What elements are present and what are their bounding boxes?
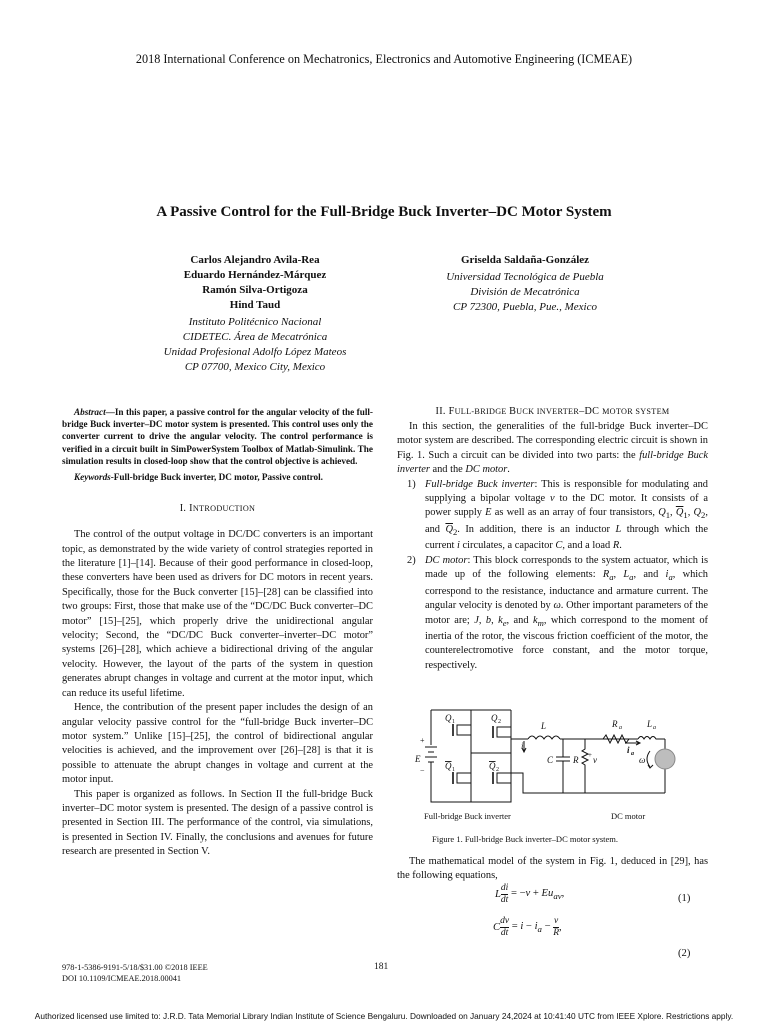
circuit-diagram: [403, 705, 703, 810]
authors-left: [130, 253, 380, 375]
section-heading-cap: F: [448, 406, 455, 417]
abstract-label: Abstract: [74, 407, 106, 417]
text-run: and the: [429, 464, 466, 476]
keywords: [62, 471, 373, 483]
svg-text:Q: Q: [445, 761, 452, 771]
svg-text:a: a: [631, 751, 634, 757]
author-name: Hind Taud: [229, 299, 281, 311]
figure-label-motor: DC motor: [611, 811, 646, 821]
affiliation-line: Universidad Tecnológica de Puebla: [446, 271, 604, 283]
text-run: .: [619, 540, 622, 552]
section-heading-cap: B: [509, 406, 517, 417]
text-run: to the DC motor. It consists of a power supply: [425, 493, 708, 519]
svg-text:−: −: [420, 766, 425, 775]
math-symbol: L: [615, 523, 622, 535]
svg-text:1: 1: [452, 719, 455, 725]
doi: DOI 10.1109/ICMEAE.2018.00041: [62, 974, 182, 983]
text-run: . Other important parameters of the motor are;: [425, 600, 708, 626]
svg-text:+: +: [420, 736, 425, 745]
svg-text:Q: Q: [445, 713, 452, 723]
abstract: [62, 406, 373, 467]
svg-text:v: v: [593, 755, 597, 765]
transistor-q1: [445, 713, 471, 736]
keywords-text: -Full-bridge Buck inverter, DC motor, Passive control.: [110, 472, 323, 483]
system-body: [397, 420, 708, 673]
section-heading-small: ULL-BRIDGE: [454, 407, 510, 416]
keywords-label: Keywords: [74, 472, 111, 483]
svg-text:2: 2: [498, 719, 501, 725]
equation-number: (1): [678, 893, 691, 904]
list-number: 1): [407, 478, 416, 490]
paper-title: A Passive Control for the Full-Bridge Buck Inverter–DC Motor System: [156, 204, 612, 220]
section-heading-cap: I: [189, 503, 193, 515]
text-run: In addition, there is an inductor: [459, 523, 616, 535]
text-run: In this section, the generalities of the full-bridge Buck inverter–DC motor system are described. The corresponding electric circuit is shown in Fig. 1. Such a circuit can be divided into two parts: the: [397, 421, 708, 461]
model-paragraph: [397, 855, 708, 884]
section-number: II.: [435, 406, 449, 417]
text-run: through which the current: [425, 523, 708, 552]
intro-body: [62, 528, 373, 859]
list-item: 1) Full-bridge Buck inverter: This is responsible for modulating and supplying a bipolar voltage v to the DC motor. It consists of a power supply E as well as an array of four transistors, $Q_1$, $\overline{Q}_1$, $Q_2$, and $\overline{Q}_2$. In addition, there is an inductor L through which the current i circulates, a capacitor C, and a load R.: [407, 478, 708, 552]
isbn: 978-1-5386-9191-5/18/$31.00 ©2018 IEEE: [62, 963, 208, 972]
text-run: .: [507, 464, 510, 476]
svg-text:2: 2: [496, 767, 499, 773]
section-heading-small: NTRODUCTION: [192, 504, 256, 514]
affiliation-line: CIDETEC. Área de Mecatrónica: [182, 331, 328, 343]
transistor-q2-bar: [489, 761, 511, 784]
affiliation-line: Unidad Profesional Adolfo López Mateos: [163, 346, 347, 358]
paragraph: Hence, the contribution of the present paper includes the design of an angular velocity passive control for the “full-bridge Buck inverter–DC motor system.” Unlike [15]–[25], the control of bidirectional angular velocities is achieved, and the improvement over [26]–[28] is that it is possible to attenuate the abrupt changes in voltage and current at the motor input.: [62, 702, 373, 786]
math-symbol: E: [485, 507, 492, 519]
svg-text:R: R: [612, 719, 618, 729]
svg-text:E: E: [415, 754, 421, 764]
affiliation-line: División de Mecatrónica: [470, 286, 580, 298]
section-heading-small: UCK INVERTER: [516, 407, 580, 416]
author-name: Eduardo Hernández-Márquez: [183, 269, 327, 281]
text-run: , which correspond to the resistance, inductance and armature current. The angular velocity is denoted by: [425, 569, 708, 612]
text-run: circulates, a capacitor: [459, 540, 556, 552]
section-heading-small: MOTOR SYSTEM: [602, 407, 670, 416]
svg-text:1: 1: [452, 767, 455, 773]
text-run: : This is responsible for modulating and supplying a bipolar voltage: [425, 478, 708, 505]
math-symbol: v: [550, 493, 555, 505]
text-run: , which correspond to the moment of inertia of the rotor, the viscous friction coefficient of the motor, the counterelectromotive force constant, and the motor torque, respectively.: [425, 614, 708, 671]
equation-number: (2): [678, 948, 691, 959]
math-symbol: i: [457, 540, 460, 552]
svg-text:+: +: [588, 751, 592, 759]
list-number: 2): [407, 554, 416, 566]
text-run: , and a load: [562, 540, 613, 552]
svg-text:i: i: [521, 741, 524, 751]
svg-text:R: R: [573, 755, 579, 765]
math-symbol: R: [612, 540, 620, 552]
figure-label-inverter: Full-bridge Buck inverter: [424, 811, 511, 821]
transistor-q1-bar: [445, 761, 471, 784]
license-notice: Authorized licensed use limited to: J.R.D. Tata Memorial Library Indian Institute of Science Bengaluru. Downloaded on January 24,2024 at 10:41:40 UTC from IEEE Xplore. Restrictions apply.: [34, 1011, 734, 1021]
author-name: Carlos Alejandro Avila-Rea: [190, 254, 320, 266]
svg-text:a: a: [619, 725, 622, 731]
text-run: full-bridge Buck inverter: [397, 449, 709, 476]
svg-text:Q: Q: [491, 713, 498, 723]
figure-caption: Figure 1. Full-bridge Buck inverter–DC motor system.: [432, 834, 619, 844]
author-name: Griselda Saldaña-González: [460, 254, 590, 266]
affiliation-line: CP 72300, Puebla, Pue., Mexico: [453, 301, 597, 313]
affiliation-line: CP 07700, Mexico City, Mexico: [184, 361, 326, 373]
svg-text:ω: ω: [639, 755, 646, 765]
left-column: [62, 406, 373, 860]
page-number: 181: [374, 962, 389, 972]
affiliation-line: Instituto Politécnico Nacional: [188, 316, 322, 328]
footer-ids: [62, 962, 208, 984]
svg-text:L: L: [541, 721, 547, 731]
author-name: Ramón Silva-Ortigoza: [202, 284, 308, 296]
paragraph: The mathematical model of the system in Fig. 1, deduced in [29], has the following equations,: [397, 856, 708, 882]
list-item-title: DC motor: [425, 554, 468, 566]
paragraph: [397, 420, 708, 478]
transistor-q2: [491, 713, 511, 738]
section-heading-introduction: [62, 503, 373, 514]
text-run: : This block corresponds to the system actuator, which is made up of the following elements:: [425, 554, 709, 581]
equation-2: C $\frac{dv}{dt}$ = $i - i_a$ − $\frac{v}{R}$ ,: [493, 916, 562, 938]
equation-1: L $\frac{di}{dt}$ = $-v + Eu_{av}$,: [495, 883, 565, 905]
section-number: I.: [179, 503, 190, 515]
right-column: [397, 406, 708, 673]
abstract-text: —In this paper, a passive control for the angular velocity of the full-bridge Buck inverter–DC motor system is presented. This control uses only the converter current to drive the angular velocity. The control performance is verified in a circuit built in SimPowerSystem Toolbox of Matlab-Simulink. The simulation results in closed-loop show that the control objective is achieved.: [62, 407, 373, 466]
authors-right: [400, 253, 650, 315]
paragraph: The control of the output voltage in DC/DC converters is an important topic, as demonstrated by the wide variety of control strategies reported in the literature [1]–[14]. Because of their good performance in closed-loop, these converters have been used as drivers for DC motors in recent years. Specifically, those for the Buck converter [15]–[28] can be classified into two groups: First, those that make use of the “DC/DC Buck converter–DC motor” [15]–[25], which properly drive the unidirectional angular velocity; Second, the “DC/DC Buck converter–inverter–DC motor” systems [26]–[28], which achieve a bidirectional driving of the angular velocity. However, the layout of the parts of the system in question generates abrupt changes in voltage and current at the motor input, which can reduce its useful lifetime.: [62, 529, 373, 699]
section-heading-cap: –DC: [579, 406, 603, 417]
svg-text:L: L: [647, 719, 653, 729]
list-item: 2) DC motor: This block corresponds to the system actuator, which is made up of the following elements: $R_a$, $L_a$, and $i_a$, which correspond to the resistance, inductance and armature current. The angular velocity is denoted by ω. Other important parameters of the motor are; J, b, $k_e$, and $k_m$, which correspond to the moment of inertia of the rotor, the viscous friction coefficient of the motor, the counterelectromotive force constant, and the motor torque, respectively.: [407, 554, 709, 671]
svg-text:i: i: [627, 745, 630, 755]
svg-text:C: C: [547, 755, 554, 765]
svg-text:Q: Q: [489, 761, 496, 771]
list-item-title: Full-bridge Buck inverter: [425, 478, 535, 490]
section-heading-system: [397, 406, 708, 417]
text-run: as well as an array of four transistors,: [491, 507, 659, 519]
math-symbol: C: [555, 540, 563, 552]
svg-text:a: a: [653, 725, 656, 731]
conference-header: 2018 International Conference on Mechatronics, Electronics and Automotive Engineering (ICMEAE): [135, 52, 633, 66]
paragraph: This paper is organized as follows. In Section II the full-bridge Buck inverter–DC motor system is presented. The design of a passive control is presented in Section III. The performance of the control, via simulations, is presented in Section IV. Finally, the conclusions and avenues for future research are presented in Section V.: [62, 788, 373, 858]
text-run: DC motor: [465, 464, 508, 476]
